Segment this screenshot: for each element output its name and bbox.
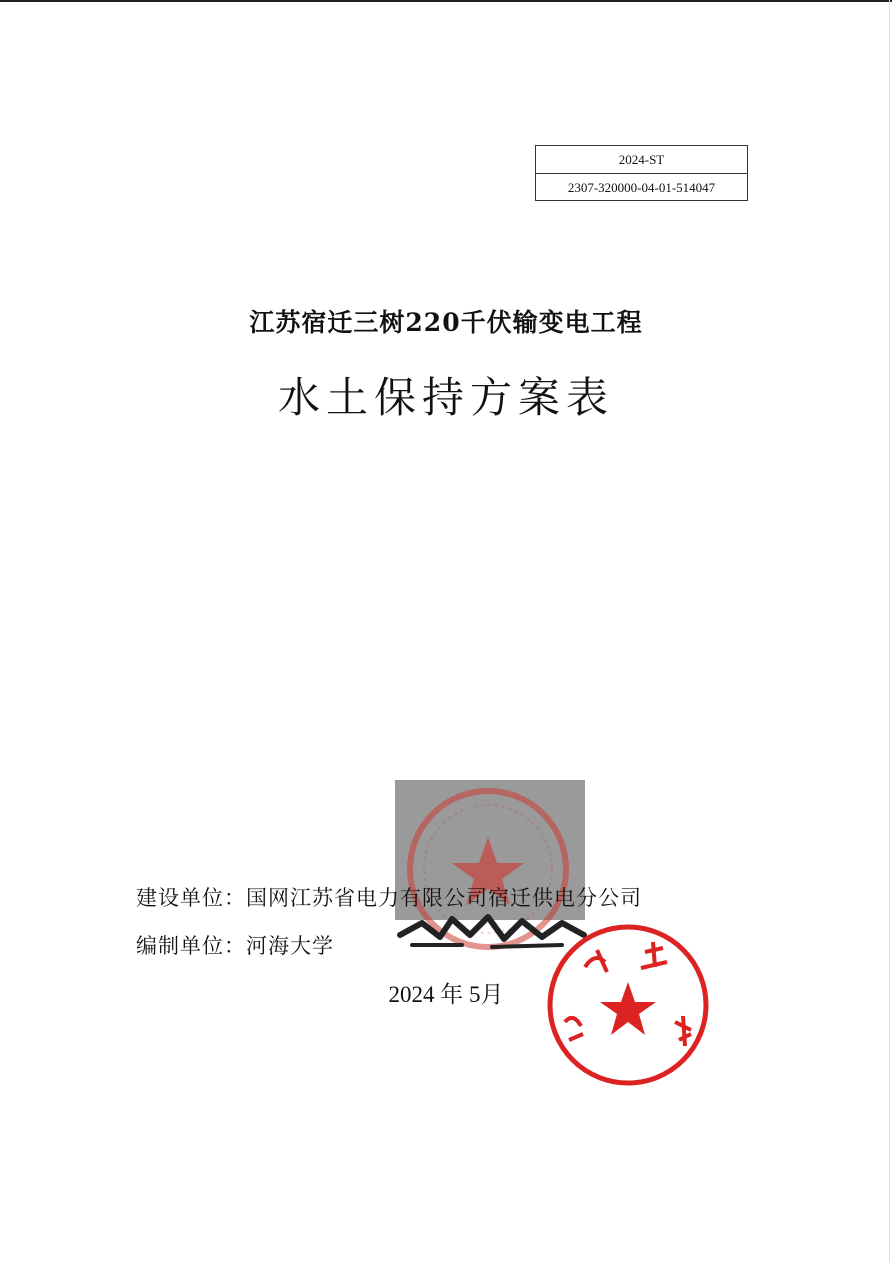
compiling-unit-value: 河海大学 xyxy=(246,934,334,958)
top-border xyxy=(0,0,892,2)
date-month-char: 月 xyxy=(480,982,504,1007)
date-year: 2024 xyxy=(388,982,435,1007)
code-row-2: 2307-320000-04-01-514047 xyxy=(536,173,747,201)
construction-unit-label: 建设单位： xyxy=(136,886,246,910)
construction-unit-value: 国网江苏省电力有限公司宿迁供电分公司 xyxy=(246,886,642,910)
university-seal-stamp xyxy=(545,922,711,1088)
date-year-char: 年 xyxy=(440,982,464,1007)
document-date xyxy=(0,976,892,1009)
right-border xyxy=(889,0,890,1262)
document-title: 水土保持方案表 xyxy=(277,373,614,422)
project-title: 江苏宿迁三树220千伏输变电工程 xyxy=(249,308,643,337)
date-month: 5 xyxy=(469,982,481,1007)
compiling-unit-label: 编制单位： xyxy=(136,934,246,958)
project-code-box xyxy=(535,145,748,201)
code-row-1: 2024-ST xyxy=(618,152,665,167)
compiling-unit-line xyxy=(136,930,334,960)
